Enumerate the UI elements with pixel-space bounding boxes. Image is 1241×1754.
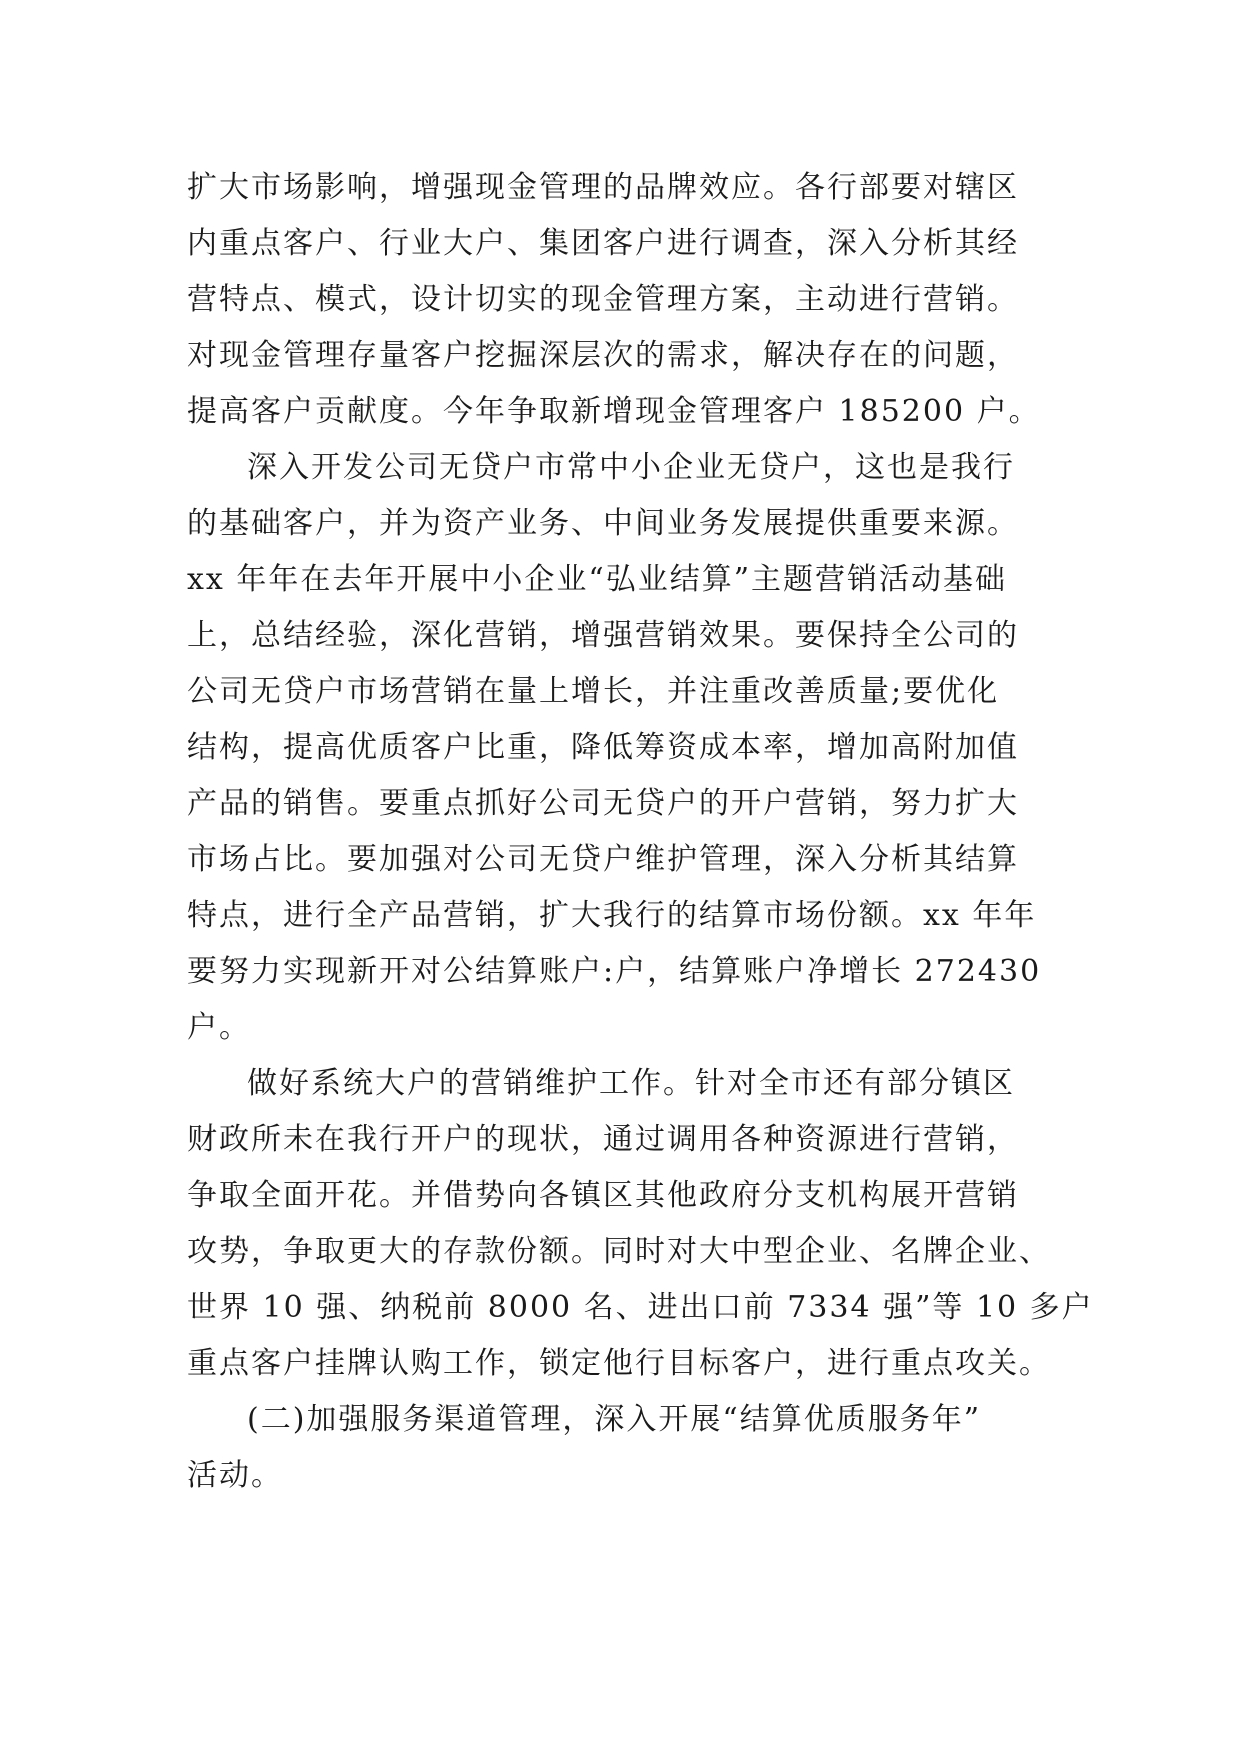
paragraph [187,440,1063,1056]
text-line: 的基础客户，并为资产业务、中间业务发展提供重要来源。 [187,506,1019,541]
text-line: 市场占比。要加强对公司无贷户维护管理，深入分析其结算 [187,842,1019,877]
text-line: 活动。 [187,1458,283,1493]
text-line: 户。 [187,1010,251,1045]
text-line: 对现金管理存量客户挖掘深层次的需求，解决存在的问题， [187,338,1019,373]
paragraph [187,1056,1094,1392]
text-line: 做好系统大户的营销维护工作。针对全市还有部分镇区 [247,1066,1015,1101]
document-body [187,160,1094,1504]
text-line: 攻势，争取更大的存款份额。同时对大中型企业、名牌企业、 [187,1234,1051,1269]
text-line: 提高客户贡献度。今年争取新增现金管理客户 185200 户。 [187,394,1041,429]
text-line: 重点客户挂牌认购工作，锁定他行目标客户，进行重点攻关。 [187,1346,1051,1381]
text-line: 产品的销售。要重点抓好公司无贷户的开户营销，努力扩大 [187,786,1019,821]
text-line: 结构，提高优质客户比重，降低筹资成本率，增加高附加值 [187,730,1019,765]
paragraph [187,160,1063,440]
text-line: 财政所未在我行开户的现状，通过调用各种资源进行营销， [187,1122,1019,1157]
text-line: (二)加强服务渠道管理，深入开展“结算优质服务年” [247,1402,982,1437]
paragraph [187,1392,1063,1504]
text-line: 公司无贷户市场营销在量上增长，并注重改善质量;要优化 [187,674,1000,709]
text-line: 内重点客户、行业大户、集团客户进行调查，深入分析其经 [187,226,1019,261]
text-line: 深入开发公司无贷户市常中小企业无贷户，这也是我行 [247,450,1015,485]
text-line: 要努力实现新开对公结算账户:户，结算账户净增长 272430 [187,954,1042,989]
text-line: 上，总结经验，深化营销，增强营销效果。要保持全公司的 [187,618,1019,653]
text-line: 营特点、模式，设计切实的现金管理方案，主动进行营销。 [187,282,1019,317]
text-line: 世界 10 强、纳税前 8000 名、进出口前 7334 强”等 10 多户 [187,1290,1094,1325]
text-line: xx 年年在去年开展中小企业“弘业结算”主题营销活动基础 [187,562,1008,597]
text-line: 扩大市场影响，增强现金管理的品牌效应。各行部要对辖区 [187,170,1019,205]
text-line: 争取全面开花。并借势向各镇区其他政府分支机构展开营销 [187,1178,1019,1213]
text-line: 特点，进行全产品营销，扩大我行的结算市场份额。xx 年年 [187,898,1037,933]
